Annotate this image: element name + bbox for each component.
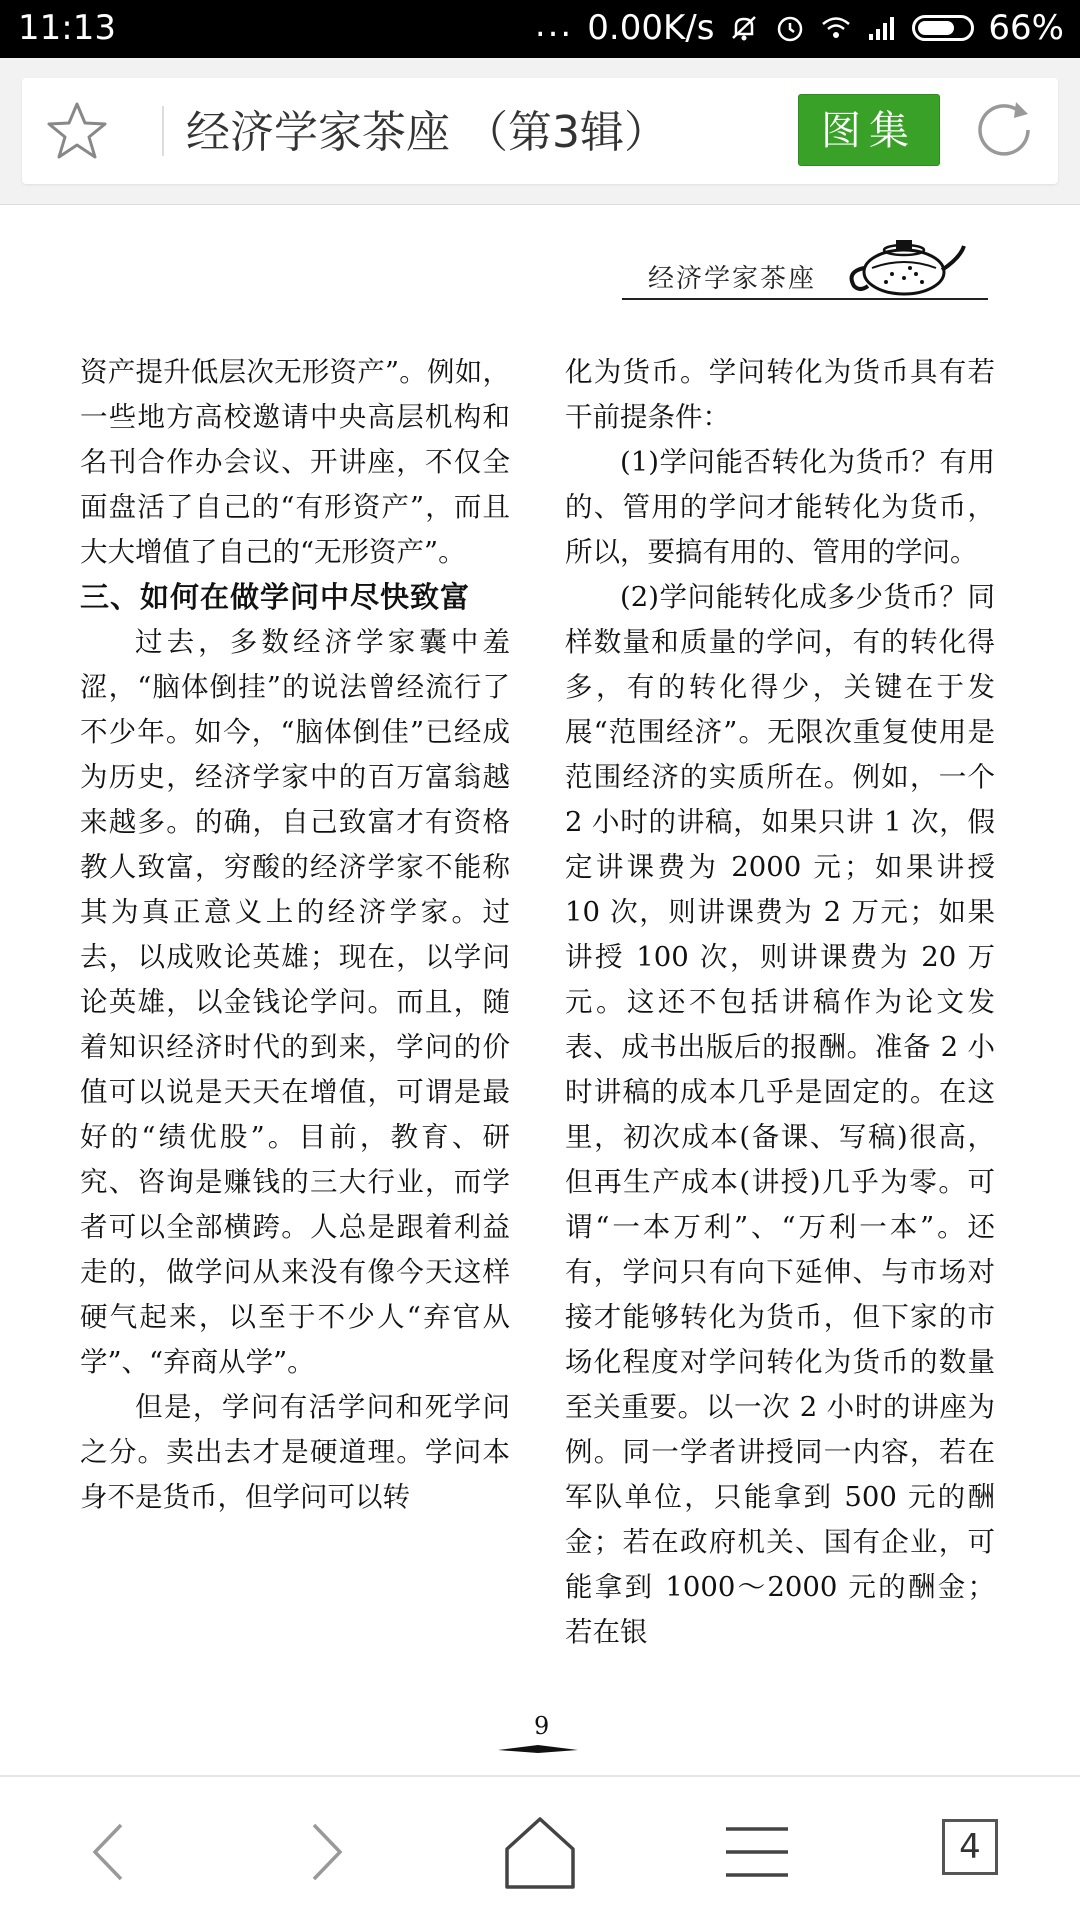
right-column bbox=[565, 350, 995, 1655]
battery-percent: 66% bbox=[988, 8, 1064, 48]
alarm-icon bbox=[774, 12, 806, 44]
paragraph: 资产提升低层次无形资产”。例如，一些地方高校邀请中央高层机构和名刊合作办会议、开讲座，不仅全面盘活了自己的“有形资产”，而且大大增值了自己的“无形资产”。 bbox=[80, 356, 510, 568]
gallery-button[interactable]: 图集 bbox=[798, 94, 940, 166]
mute-bell-icon bbox=[728, 12, 760, 44]
page-number: 9 bbox=[534, 1712, 550, 1740]
signal-icon bbox=[866, 12, 898, 44]
browser-toolbar bbox=[22, 78, 1058, 184]
bookmark-star-icon[interactable] bbox=[44, 98, 110, 164]
battery-icon bbox=[912, 15, 974, 41]
notification-dots: ... bbox=[534, 5, 574, 45]
teapot-icon bbox=[842, 228, 966, 300]
status-time: 11:13 bbox=[18, 8, 116, 48]
menu-icon[interactable] bbox=[712, 1807, 802, 1897]
running-head: 经济学家茶座 bbox=[648, 264, 817, 294]
network-speed: 0.00K/s bbox=[587, 8, 715, 48]
paragraph: 但是，学问有活学问和死学问之分。卖出去才是硬道理。学问本身不是货币，但学问可以转 bbox=[80, 1391, 510, 1513]
running-head-rule bbox=[622, 298, 988, 300]
left-column bbox=[80, 350, 510, 1520]
back-icon[interactable] bbox=[65, 1807, 155, 1897]
status-bar bbox=[0, 0, 1080, 58]
home-icon[interactable] bbox=[495, 1807, 585, 1897]
tabs-button[interactable] bbox=[930, 1807, 1020, 1897]
toolbar-divider bbox=[162, 106, 164, 156]
tab-count: 4 bbox=[942, 1819, 998, 1875]
page-title[interactable]: 经济学家茶座 （第3辑） bbox=[186, 107, 668, 158]
refresh-icon[interactable] bbox=[966, 92, 1042, 168]
paragraph: (1)学问能否转化为货币？有用的、管用的学问才能转化为货币，所以，要搞有用的、管用的学问。 bbox=[565, 446, 995, 568]
paragraph: (2)学问能转化成多少货币？同样数量和质量的学问，有的转化得多，有的转化得少，关键在于发展“范围经济”。无限次重复使用是范围经济的实质所在。例如，一个 2 小时的讲稿，如果只讲 1 次，假定讲课费为 2000 元；如果讲授 10 次，则讲课费为 2 万元；如果讲授 100 次，则讲课费为 20 万元。这还不包括讲稿作为论文发表、成书出版后的报酬。准备 2 小时讲稿的成本几乎是固定的。在这里，初次成本(备课、写稿)很高，但再生产成本(讲授)几乎为零。可谓“一本万利”、“万利一本”。还有，学问只有向下延伸、与市场对接才能够转化为货币，但下家的市场化程度对学问转化为货币的数量至关重要。以一次 2 小时的讲座为例。同一学者讲授同一内容，若在军队单位，只能拿到 500 元的酬金；若在政府机关、国有企业，可能拿到 1000～2000 元的酬金；若在银 bbox=[565, 581, 995, 1648]
bottom-nav bbox=[0, 1775, 1080, 1922]
page-number-ornament bbox=[498, 1744, 578, 1754]
status-icons bbox=[534, 5, 1064, 48]
paragraph: 过去，多数经济学家囊中羞涩，“脑体倒挂”的说法曾经流行了不少年。如今，“脑体倒佳”已经成为历史，经济学家中的百万富翁越来越多。的确，自己致富才有资格教人致富，穷酸的经济学家不能称其为真正意义上的经济学家。过去，以成败论英雄；现在，以学问论英雄，以金钱论学问。而且，随着知识经济时代的到来，学问的价值可以说是天天在增值，可谓是最好的“绩优股”。目前，教育、研究、咨询是赚钱的三大行业，而学者可以全部横跨。人总是跟着利益走的，做学问从来没有像今天这样硬气起来，以至于不少人“弃官从学”、“弃商从学”。 bbox=[80, 626, 510, 1378]
forward-icon[interactable] bbox=[280, 1807, 370, 1897]
paragraph: 化为货币。学问转化为货币具有若干前提条件： bbox=[565, 356, 995, 433]
wifi-icon bbox=[820, 12, 852, 44]
section-heading: 三、如何在做学问中尽快致富 bbox=[80, 580, 471, 614]
